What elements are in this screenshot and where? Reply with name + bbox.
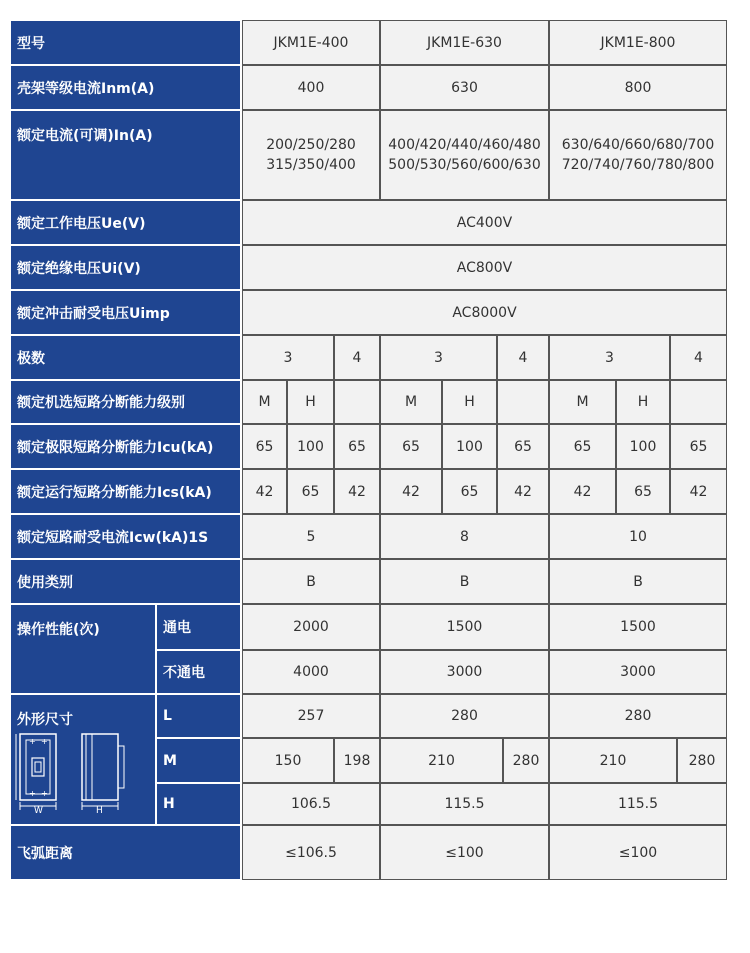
- poles-value: 3: [380, 335, 497, 380]
- row-header-frame-current: 壳架等级电流Inm(A): [10, 65, 241, 110]
- rated-current-line: 400/420/440/460/480: [388, 137, 541, 153]
- rated-current-line: 200/250/280: [266, 137, 356, 153]
- dim-l-value: 280: [380, 694, 549, 738]
- row-header-ui: 额定绝缘电压Ui(V): [10, 245, 241, 290]
- grade-value: H: [616, 380, 670, 424]
- ics-value: 42: [497, 469, 549, 514]
- grade-value: H: [442, 380, 497, 424]
- row-header-arc: 飞弧距离: [10, 825, 241, 880]
- dim-l-value: 257: [242, 694, 380, 738]
- ics-value: 42: [242, 469, 287, 514]
- row-header-breaking-grade: 额定机选短路分断能力级别: [10, 380, 241, 424]
- frame-current-value: 400: [242, 65, 380, 110]
- poles-value: 4: [670, 335, 727, 380]
- dim-m-value: 150: [242, 738, 334, 783]
- rated-current-line: 720/740/760/780/800: [561, 157, 715, 173]
- ics-value: 42: [549, 469, 616, 514]
- grade-value: M: [380, 380, 442, 424]
- poles-value: 3: [242, 335, 334, 380]
- uimp-value: AC8000V: [242, 290, 727, 335]
- dim-h-value: 115.5: [549, 783, 727, 825]
- dim-h-value: 106.5: [242, 783, 380, 825]
- op-off-value: 3000: [380, 650, 549, 694]
- ics-value: 65: [287, 469, 334, 514]
- rated-current-line: 630/640/660/680/700: [561, 137, 715, 153]
- icu-value: 65: [334, 424, 380, 469]
- icw-value: 10: [549, 514, 727, 559]
- svg-text:+: +: [29, 789, 36, 798]
- grade-value: [670, 380, 727, 424]
- dim-m-value: 198: [334, 738, 380, 783]
- ics-value: 42: [670, 469, 727, 514]
- poles-value: 4: [497, 335, 549, 380]
- grade-value: H: [287, 380, 334, 424]
- ics-value: 42: [334, 469, 380, 514]
- op-off-value: 4000: [242, 650, 380, 694]
- row-header-poles: 极数: [10, 335, 241, 380]
- arc-value: ≤106.5: [242, 825, 380, 880]
- grade-value: [334, 380, 380, 424]
- grade-value: [497, 380, 549, 424]
- rated-current-line: 500/530/560/600/630: [388, 157, 541, 173]
- arc-value: ≤100: [549, 825, 727, 880]
- row-header-dim-m: M: [156, 738, 241, 783]
- dimension-diagram: [12, 732, 138, 814]
- op-on-value: 1500: [549, 604, 727, 650]
- svg-text:+: +: [41, 789, 48, 798]
- row-header-ue: 额定工作电压Ue(V): [10, 200, 241, 245]
- row-header-rated-current: 额定电流(可调)In(A): [10, 110, 241, 200]
- category-value: B: [549, 559, 727, 604]
- row-header-dim-h: H: [156, 783, 241, 825]
- rated-current-value: [380, 110, 549, 200]
- icw-value: 8: [380, 514, 549, 559]
- ui-value: AC800V: [242, 245, 727, 290]
- row-header-category: 使用类别: [10, 559, 241, 604]
- dim-m-value: 280: [503, 738, 549, 783]
- ics-value: 42: [380, 469, 442, 514]
- ics-value: 65: [442, 469, 497, 514]
- row-header-dimensions: 外形尺寸: [10, 694, 156, 825]
- poles-value: 4: [334, 335, 380, 380]
- row-header-op-on: 通电: [156, 604, 241, 650]
- icu-value: 65: [670, 424, 727, 469]
- rated-current-line: 315/350/400: [266, 157, 356, 173]
- icu-value: 100: [442, 424, 497, 469]
- svg-text:+: +: [29, 737, 36, 746]
- frame-current-value: 630: [380, 65, 549, 110]
- dim-m-value: 210: [549, 738, 677, 783]
- ue-value: AC400V: [242, 200, 727, 245]
- row-header-dim-l: L: [156, 694, 241, 738]
- arc-value: ≤100: [380, 825, 549, 880]
- category-value: B: [380, 559, 549, 604]
- icu-value: 100: [287, 424, 334, 469]
- row-header-model: 型号: [10, 20, 241, 65]
- icu-value: 65: [380, 424, 442, 469]
- row-header-operation: 操作性能(次): [10, 604, 156, 694]
- icw-value: 5: [242, 514, 380, 559]
- grade-value: M: [242, 380, 287, 424]
- diagram-w-label: W: [34, 806, 43, 814]
- row-header-icw: 额定短路耐受电流Icw(kA)1S: [10, 514, 241, 559]
- diagram-h-label: H: [96, 806, 103, 814]
- model-name: JKM1E-400: [242, 20, 380, 65]
- rated-current-value: [242, 110, 380, 200]
- poles-value: 3: [549, 335, 670, 380]
- category-value: B: [242, 559, 380, 604]
- icu-value: 65: [242, 424, 287, 469]
- icu-value: 65: [549, 424, 616, 469]
- dim-m-value: 280: [677, 738, 727, 783]
- svg-text:+: +: [41, 737, 48, 746]
- op-off-value: 3000: [549, 650, 727, 694]
- dim-m-value: 210: [380, 738, 503, 783]
- op-on-value: 2000: [242, 604, 380, 650]
- dim-l-value: 280: [549, 694, 727, 738]
- frame-current-value: 800: [549, 65, 727, 110]
- row-header-uimp: 额定冲击耐受电压Uimp: [10, 290, 241, 335]
- grade-value: M: [549, 380, 616, 424]
- rated-current-value: [549, 110, 727, 200]
- dim-h-value: 115.5: [380, 783, 549, 825]
- ics-value: 65: [616, 469, 670, 514]
- icu-value: 65: [497, 424, 549, 469]
- op-on-value: 1500: [380, 604, 549, 650]
- icu-value: 100: [616, 424, 670, 469]
- model-name: JKM1E-630: [380, 20, 549, 65]
- row-header-icu: 额定极限短路分断能力Icu(kA): [10, 424, 241, 469]
- row-header-ics: 额定运行短路分断能力Ics(kA): [10, 469, 241, 514]
- model-name: JKM1E-800: [549, 20, 727, 65]
- row-header-op-off: 不通电: [156, 650, 241, 694]
